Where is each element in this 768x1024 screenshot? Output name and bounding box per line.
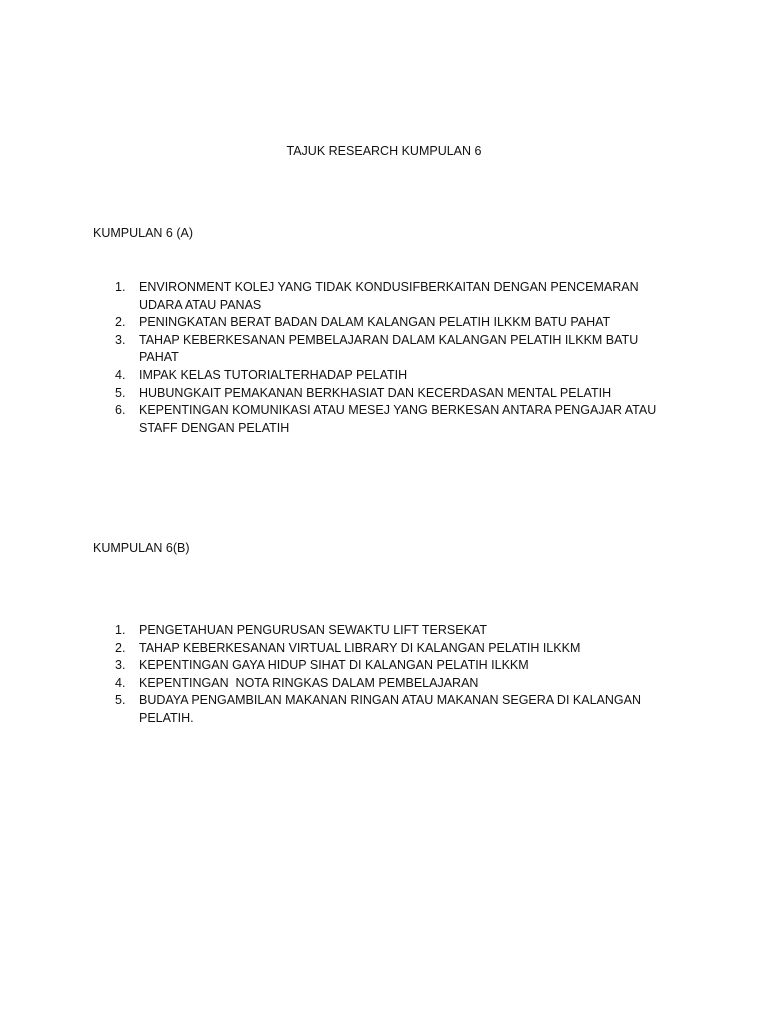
list-item-text: TAHAP KEBERKESANAN VIRTUAL LIBRARY DI KALANGAN PELATIH ILKKM xyxy=(139,640,581,655)
list-item xyxy=(93,622,668,640)
list-item-text: PENINGKATAN BERAT BADAN DALAM KALANGAN PELATIH ILKKM BATU PAHAT xyxy=(139,315,611,330)
list-item-number: 3. xyxy=(115,332,126,347)
group-a-heading: KUMPULAN 6 (A) xyxy=(93,226,194,240)
list-item-number: 5. xyxy=(115,693,126,708)
group-a-topic-list xyxy=(93,279,668,437)
group-b-topic-list xyxy=(93,622,668,728)
list-item-text: ENVIRONMENT KOLEJ YANG TIDAK KONDUSIFBERKAITAN DENGAN PENCEMARAN UDARA ATAU PANAS xyxy=(139,280,639,312)
list-item xyxy=(93,640,668,658)
list-item xyxy=(93,402,668,437)
list-item-text: KEPENTINGAN GAYA HIDUP SIHAT DI KALANGAN PELATIH ILKKM xyxy=(139,658,529,673)
list-item-text: HUBUNGKAIT PEMAKANAN BERKHASIAT DAN KECERDASAN MENTAL PELATIH xyxy=(139,385,612,400)
list-item-text: IMPAK KELAS TUTORIALTERHADAP PELATIH xyxy=(139,367,408,382)
list-item-number: 2. xyxy=(115,315,126,330)
list-item-number: 1. xyxy=(115,623,126,637)
list-item-number: 2. xyxy=(115,640,126,655)
list-item-number: 3. xyxy=(115,658,126,673)
list-item-number: 4. xyxy=(115,367,126,382)
list-item xyxy=(93,279,668,314)
document-title: TAJUK RESEARCH KUMPULAN 6 xyxy=(286,144,482,158)
list-item-number: 6. xyxy=(115,403,126,418)
list-item-text: PENGETAHUAN PENGURUSAN SEWAKTU LIFT TERSEKAT xyxy=(139,623,487,637)
list-item xyxy=(93,314,668,332)
list-item-text: KEPENTINGAN KOMUNIKASI ATAU MESEJ YANG BERKESAN ANTARA PENGAJAR ATAU STAFF DENGAN PELATIH xyxy=(139,403,657,435)
list-item-number: 4. xyxy=(115,675,126,690)
list-item xyxy=(93,675,668,693)
list-item-text: TAHAP KEBERKESANAN PEMBELAJARAN DALAM KALANGAN PELATIH ILKKM BATU PAHAT xyxy=(139,332,639,365)
list-item-number: 1. xyxy=(115,280,126,294)
list-item xyxy=(93,657,668,675)
list-item-text: BUDAYA PENGAMBILAN MAKANAN RINGAN ATAU MAKANAN SEGERA DI KALANGAN PELATIH. xyxy=(139,693,641,725)
list-item-text: KEPENTINGAN NOTA RINGKAS DALAM PEMBELAJARAN xyxy=(139,675,479,690)
list-item-number: 5. xyxy=(115,385,126,400)
group-b-heading: KUMPULAN 6(B) xyxy=(93,541,190,555)
list-item xyxy=(93,692,668,727)
list-item xyxy=(93,385,668,403)
list-item xyxy=(93,367,668,385)
list-item xyxy=(93,332,668,367)
